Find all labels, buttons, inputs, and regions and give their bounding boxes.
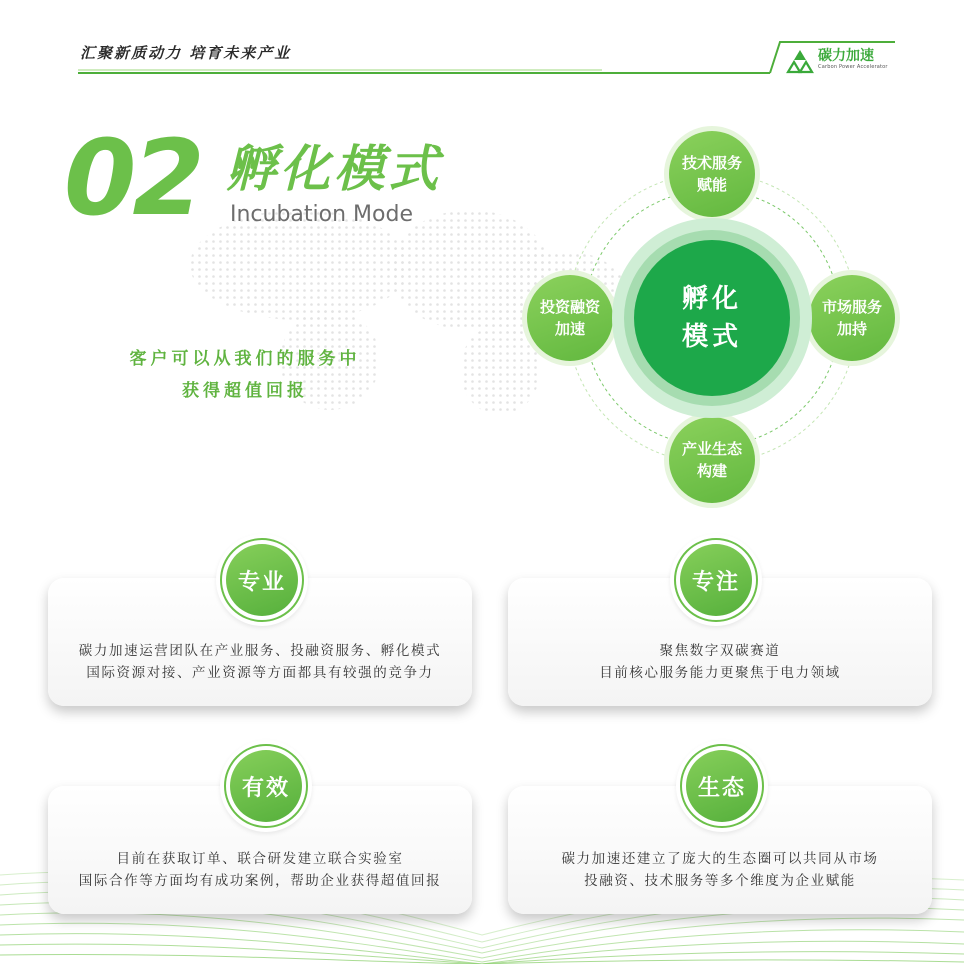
node-tech-service-line2: 赋能 <box>696 176 727 194</box>
badge-label: 专注 <box>680 544 752 616</box>
brand-tagline: Carbon Power Accelerator <box>818 64 888 70</box>
header-slogan: 汇聚新质动力 培育未来产业 <box>80 44 292 62</box>
badge-label: 专业 <box>226 544 298 616</box>
node-investment <box>522 270 618 366</box>
brand-logo <box>786 48 888 76</box>
badge-professional <box>216 534 308 626</box>
node-tech-service-line1: 技术服务 <box>681 154 742 172</box>
section-subtitle: Incubation Mode <box>230 202 413 227</box>
badge-label: 有效 <box>230 750 302 822</box>
card-text-line2: 国际合作等方面均有成功案例，帮助企业获得超值回报 <box>78 873 442 889</box>
center-node-line2: 模式 <box>681 322 742 352</box>
badge-effective <box>220 740 312 832</box>
center-node <box>612 218 812 418</box>
section-number: 02 <box>64 117 201 239</box>
badge-label: 生态 <box>686 750 758 822</box>
card-text-line1: 目前在获取订单、联合研发建立联合实验室 <box>116 851 404 867</box>
section-title: 孵化模式 <box>226 140 442 198</box>
node-tech-service <box>664 126 760 222</box>
node-market-service <box>804 270 900 366</box>
card-text-line1: 碳力加速还建立了庞大的生态圈可以共同从市场 <box>561 851 879 867</box>
node-investment-line1: 投资融资 <box>539 298 600 316</box>
node-industry-ecosystem <box>664 412 760 508</box>
card-text-line2: 目前核心服务能力更聚焦于电力领域 <box>599 665 841 681</box>
tagline-line1: 客户可以从我们的服务中 <box>129 349 361 369</box>
node-market-service-line1: 市场服务 <box>821 298 882 316</box>
node-investment-line2: 加速 <box>554 320 585 338</box>
node-industry-ecosystem-line1: 产业生态 <box>681 440 742 458</box>
card-text-line2: 国际资源对接、产业资源等方面都具有较强的竞争力 <box>86 665 434 681</box>
node-market-service-line2: 加持 <box>836 320 867 338</box>
card-text-line1: 聚焦数字双碳赛道 <box>659 643 781 659</box>
badge-focused <box>670 534 762 626</box>
center-node-line1: 孵化 <box>681 284 742 314</box>
tagline-line2: 获得超值回报 <box>182 381 308 401</box>
card-text-line1: 碳力加速运营团队在产业服务、投融资服务、孵化模式 <box>78 643 442 659</box>
brand-logo-icon <box>786 48 814 76</box>
badge-ecosystem <box>676 740 768 832</box>
node-industry-ecosystem-line2: 构建 <box>696 462 727 480</box>
brand-name: 碳力加速 <box>818 48 874 64</box>
card-text-line2: 投融资、技术服务等多个维度为企业赋能 <box>584 873 856 889</box>
